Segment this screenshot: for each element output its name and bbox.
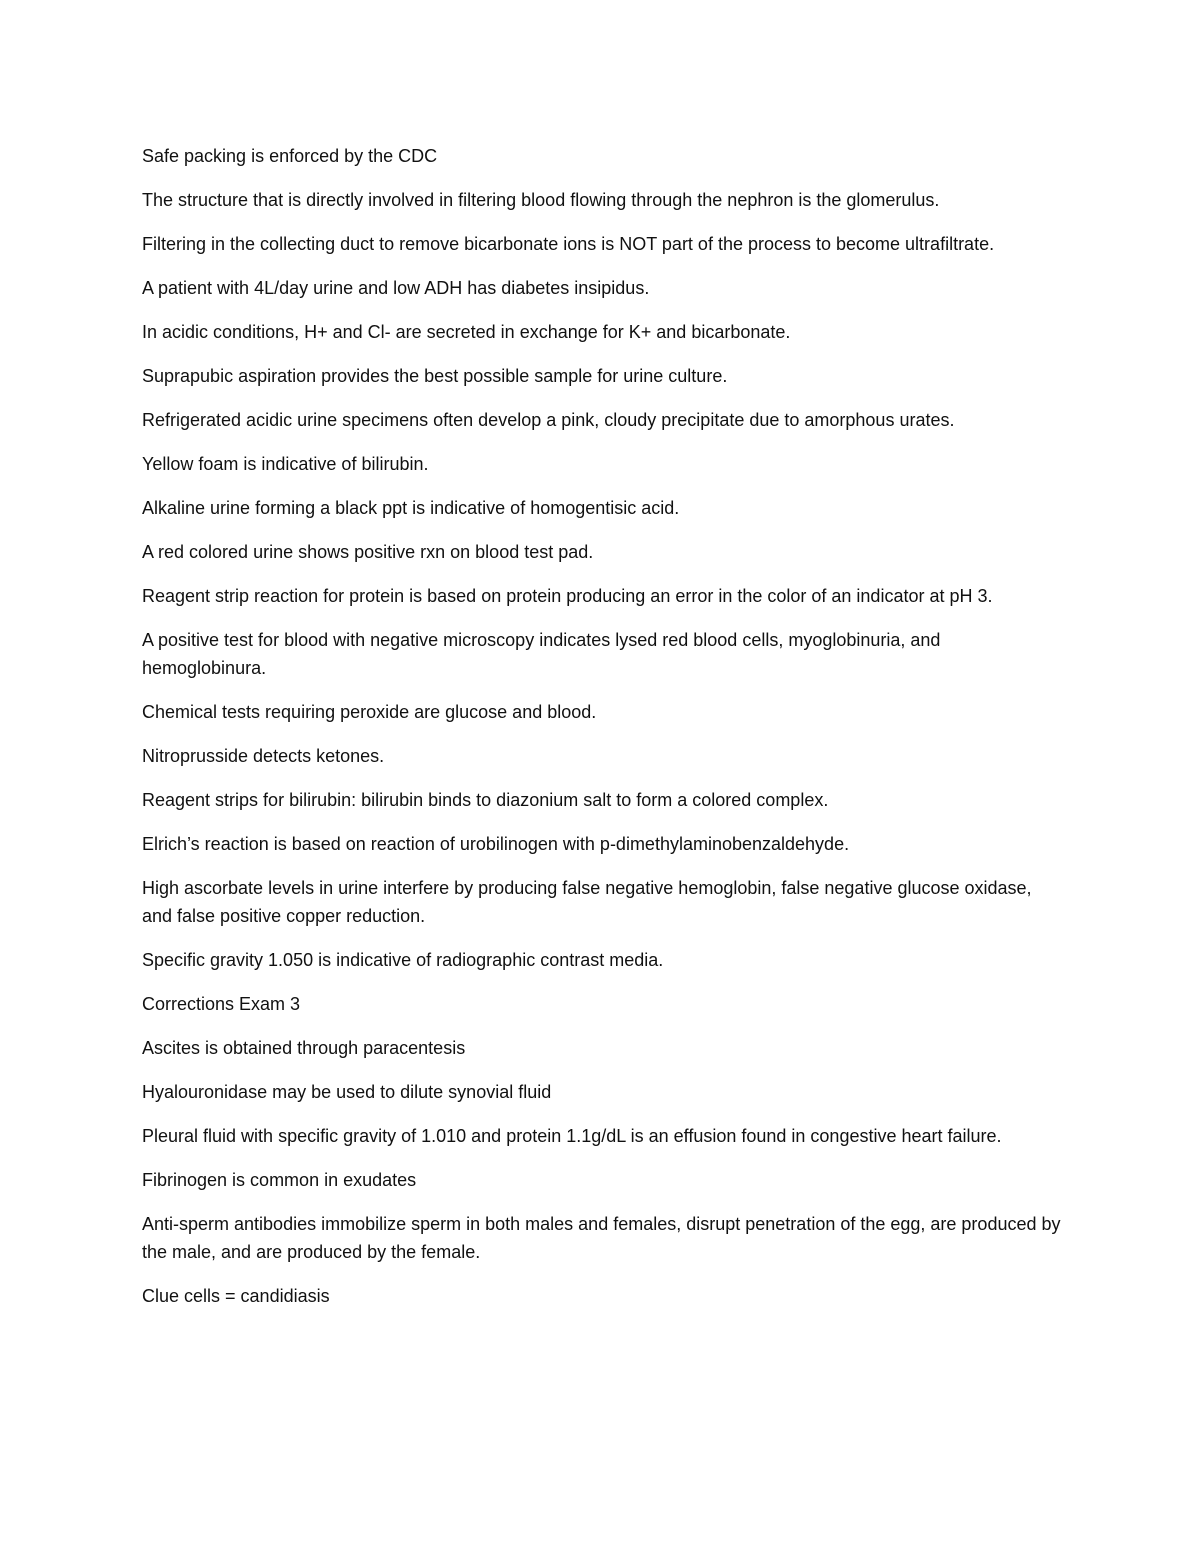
document-body xyxy=(142,142,1062,1326)
paragraph-yellow-foam: Yellow foam is indicative of bilirubin. xyxy=(142,454,429,474)
paragraph-nitroprusside: Nitroprusside detects ketones. xyxy=(142,746,385,766)
paragraph-pleural-fluid: Pleural fluid with specific gravity of 1.010 and protein 1.1g/dL is an effusion found in congestive heart failure. xyxy=(142,1126,1002,1146)
paragraph-fibrinogen: Fibrinogen is common in exudates xyxy=(142,1170,417,1190)
paragraph-diabetes-insipidus: A patient with 4L/day urine and low ADH has diabetes insipidus. xyxy=(142,278,650,298)
paragraph-ultrafiltrate: Filtering in the collecting duct to remove bicarbonate ions is NOT part of the process to become ultrafiltrate. xyxy=(142,234,995,254)
paragraph-corrections-heading: Corrections Exam 3 xyxy=(142,994,301,1014)
paragraph-positive-blood-test: A positive test for blood with negative microscopy indicates lysed red blood cells, myoglobinuria, and hemoglobinura. xyxy=(142,630,941,678)
paragraph-specific-gravity: Specific gravity 1.050 is indicative of radiographic contrast media. xyxy=(142,950,664,970)
paragraph-glomerulus: The structure that is directly involved in filtering blood flowing through the nephron is the glomerulus. xyxy=(142,190,940,210)
paragraph-clue-cells: Clue cells = candidiasis xyxy=(142,1286,330,1306)
paragraph-suprapubic-aspiration: Suprapubic aspiration provides the best possible sample for urine culture. xyxy=(142,366,728,386)
paragraph-amorphous-urates: Refrigerated acidic urine specimens often develop a pink, cloudy precipitate due to amorphous urates. xyxy=(142,410,955,430)
paragraph-ascites: Ascites is obtained through paracentesis xyxy=(142,1038,466,1058)
paragraph-homogentisic-acid: Alkaline urine forming a black ppt is indicative of homogentisic acid. xyxy=(142,498,680,518)
paragraph-cdc-packing: Safe packing is enforced by the CDC xyxy=(142,146,438,166)
paragraph-elrich-reaction: Elrich’s reaction is based on reaction of urobilinogen with p-dimethylaminobenzaldehyde. xyxy=(142,834,850,854)
paragraph-peroxide-tests: Chemical tests requiring peroxide are glucose and blood. xyxy=(142,702,597,722)
paragraph-protein-reagent-strip: Reagent strip reaction for protein is based on protein producing an error in the color of an indicator at pH 3. xyxy=(142,586,993,606)
paragraph-anti-sperm-antibodies: Anti-sperm antibodies immobilize sperm in both males and females, disrupt penetration of the egg, are produced by the male, and are produced by the female. xyxy=(142,1214,1061,1262)
paragraph-red-urine: A red colored urine shows positive rxn on blood test pad. xyxy=(142,542,594,562)
paragraph-bilirubin-strips: Reagent strips for bilirubin: bilirubin binds to diazonium salt to form a colored complex. xyxy=(142,790,829,810)
paragraph-acidic-conditions: In acidic conditions, H+ and Cl- are secreted in exchange for K+ and bicarbonate. xyxy=(142,322,791,342)
paragraph-hyalouronidase: Hyalouronidase may be used to dilute synovial fluid xyxy=(142,1082,552,1102)
paragraph-ascorbate-interference: High ascorbate levels in urine interfere by producing false negative hemoglobin, false negative glucose oxidase, and false positive copper reduction. xyxy=(142,878,1032,926)
